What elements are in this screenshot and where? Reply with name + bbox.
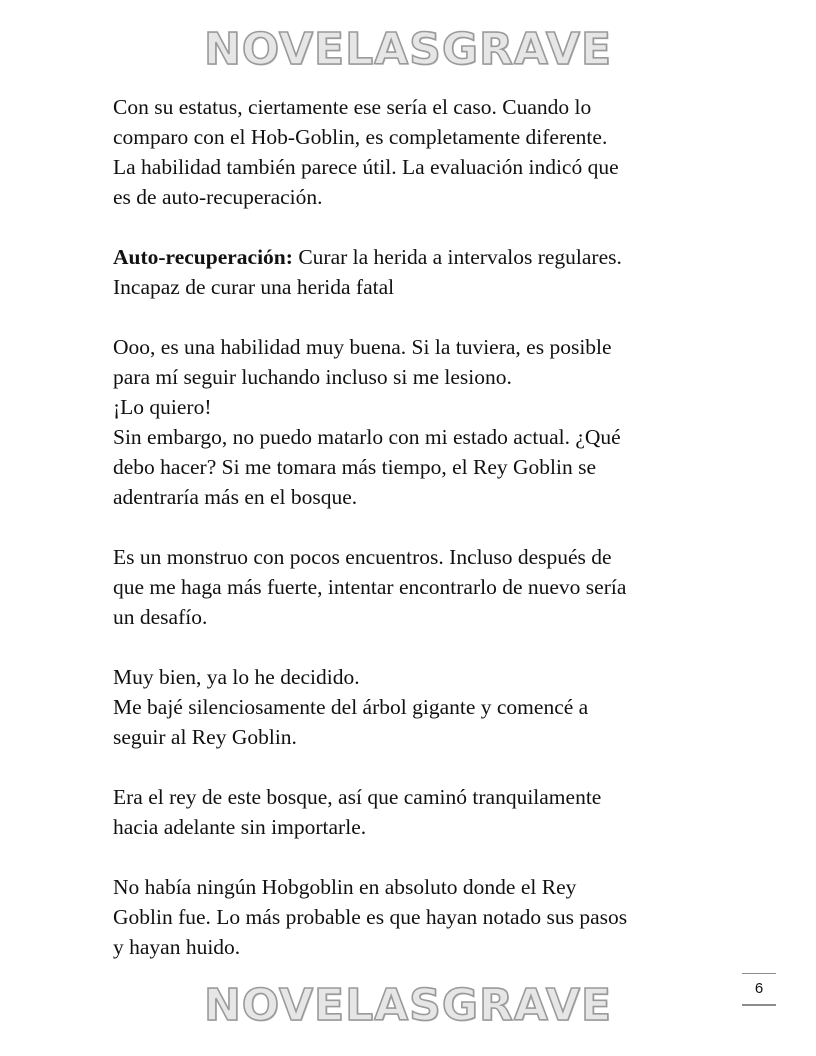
paragraph-gap [113, 632, 713, 662]
text-line [113, 242, 713, 272]
skill-label: Auto-recuperación: [113, 245, 293, 269]
text-line: que me haga más fuerte, intentar encontrarlo de nuevo sería [113, 575, 627, 599]
page-number: 6 [742, 973, 776, 1006]
page-body [113, 92, 713, 962]
text-line: adentraría más en el bosque. [113, 485, 358, 509]
text-line: Muy bien, ya lo he decidido. [113, 665, 360, 689]
text-line: Ooo, es una habilidad muy buena. Si la tuviera, es posible [113, 335, 612, 359]
paragraph-gap [113, 752, 713, 782]
text-line: seguir al Rey Goblin. [113, 725, 297, 749]
paragraph-hobgoblin [113, 872, 713, 962]
text-line: Me bajé silenciosamente del árbol gigante y comencé a [113, 695, 589, 719]
paragraph-follow [113, 662, 713, 752]
paragraph-status [113, 92, 713, 212]
skill-description: Curar la herida a intervalos regulares. [292, 245, 622, 269]
text-line: hacia adelante sin importarle. [113, 815, 367, 839]
paragraph-gap [113, 512, 713, 542]
header-watermark-logo: NOVELASGRAVE [203, 24, 613, 75]
paragraph-king [113, 782, 713, 842]
text-line: y hayan huido. [113, 935, 241, 959]
text-line: Era el rey de este bosque, así que caminó tranquilamente [113, 785, 602, 809]
text-line: Incapaz de curar una herida fatal [113, 275, 395, 299]
text-line: para mí seguir luchando incluso si me lesiono. [113, 365, 512, 389]
text-line: No había ningún Hobgoblin en absoluto donde el Rey [113, 875, 577, 899]
paragraph-monster [113, 542, 713, 632]
text-line: un desafío. [113, 605, 208, 629]
text-line: ¡Lo quiero! [113, 395, 212, 419]
footer-watermark-logo: NOVELASGRAVE [203, 980, 613, 1031]
paragraph-gap [113, 842, 713, 872]
text-line: Goblin fue. Lo más probable es que hayan notado sus pasos [113, 905, 628, 929]
text-line: Es un monstruo con pocos encuentros. Incluso después de [113, 545, 612, 569]
text-line: Con su estatus, ciertamente ese sería el caso. Cuando lo [113, 95, 592, 119]
text-line: La habilidad también parece útil. La evaluación indicó que [113, 155, 619, 179]
paragraph-decision [113, 332, 713, 512]
paragraph-gap [113, 212, 713, 242]
paragraph-skill [113, 242, 713, 302]
paragraph-gap [113, 302, 713, 332]
text-line: es de auto-recuperación. [113, 185, 323, 209]
text-line: comparo con el Hob-Goblin, es completamente diferente. [113, 125, 608, 149]
text-line: Sin embargo, no puedo matarlo con mi estado actual. ¿Qué [113, 425, 621, 449]
text-line: debo hacer? Si me tomara más tiempo, el Rey Goblin se [113, 455, 597, 479]
